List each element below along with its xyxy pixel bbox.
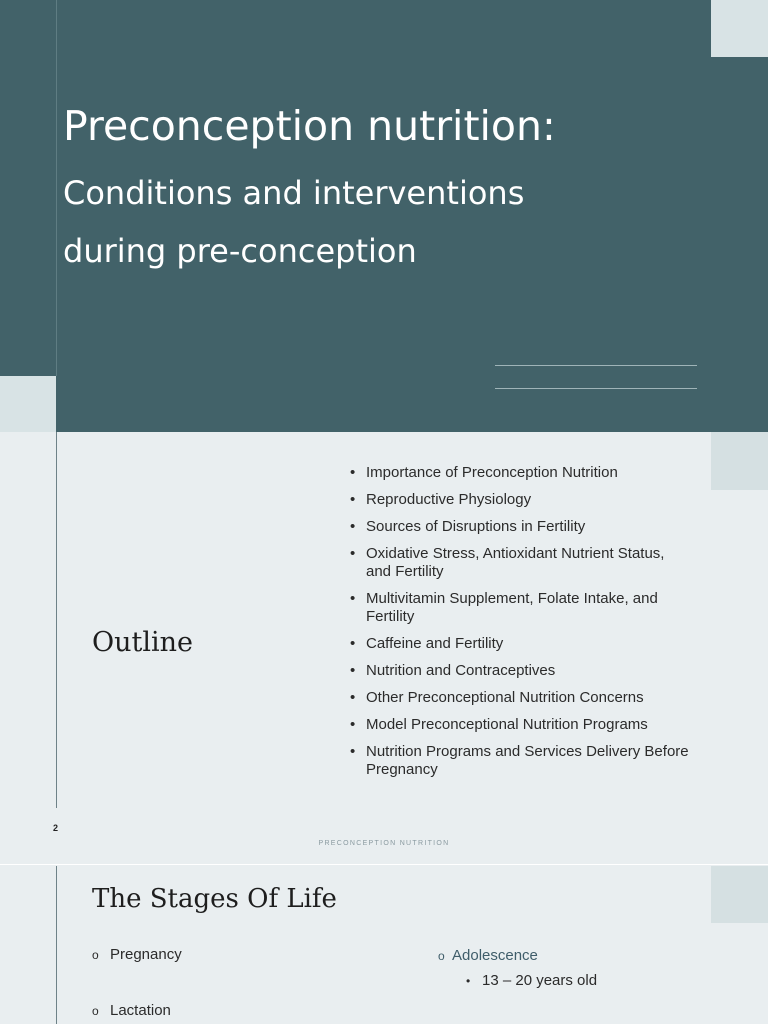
list-item: • Importance of Preconception Nutrition xyxy=(350,464,690,482)
outline-list xyxy=(350,464,690,788)
circle-bullet-icon: o xyxy=(438,949,445,963)
list-item: • Nutrition and Contraceptives xyxy=(350,662,690,680)
outline-heading: Outline xyxy=(92,627,194,658)
stage-label: Lactation xyxy=(110,1002,171,1019)
stage-item xyxy=(92,946,182,963)
vertical-divider xyxy=(56,0,57,376)
stages-heading: The Stages Of Life xyxy=(92,884,337,914)
stage-item xyxy=(438,947,538,964)
list-item: • Other Preconceptional Nutrition Concerns xyxy=(350,689,690,707)
slide-title: Preconception nutrition: xyxy=(63,102,556,150)
page-number: 2 xyxy=(53,823,59,833)
slide-subtitle xyxy=(63,164,623,280)
list-item: • Model Preconceptional Nutrition Programs xyxy=(350,716,690,734)
decorative-square-top-right xyxy=(711,0,768,57)
stage-label: Adolescence xyxy=(452,947,538,964)
dot-bullet-icon: • xyxy=(466,974,471,988)
decorative-rule xyxy=(495,388,697,389)
decorative-rule xyxy=(495,365,697,366)
list-item: • Oxidative Stress, Antioxidant Nutrient Status, and Fertility xyxy=(350,545,690,581)
stage-label: Pregnancy xyxy=(110,946,182,963)
subtitle-line-2: during pre-conception xyxy=(63,232,417,270)
decorative-square-top-right xyxy=(711,866,768,923)
stage-item xyxy=(92,1002,171,1019)
slide-footer: PRECONCEPTION NUTRITION xyxy=(318,840,450,847)
list-item: • Sources of Disruptions in Fertility xyxy=(350,518,690,536)
outline-slide xyxy=(0,432,768,865)
vertical-divider xyxy=(56,866,57,1024)
decorative-square-top-right xyxy=(711,432,768,490)
circle-bullet-icon: o xyxy=(92,1004,99,1018)
stages-slide xyxy=(0,866,768,1024)
title-slide xyxy=(0,0,768,432)
subtitle-line-1: Conditions and interventions xyxy=(63,174,525,212)
list-item: • Multivitamin Supplement, Folate Intake, and Fertility xyxy=(350,590,690,626)
circle-bullet-icon: o xyxy=(92,948,99,962)
list-item: • Nutrition Programs and Services Delivery Before Pregnancy xyxy=(350,743,690,779)
stage-detail: 13 – 20 years old xyxy=(482,972,598,989)
list-item: • Reproductive Physiology xyxy=(350,491,690,509)
decorative-square-bottom-left xyxy=(0,376,56,432)
stage-sub-item xyxy=(466,972,597,989)
vertical-divider xyxy=(56,432,57,808)
list-item: • Caffeine and Fertility xyxy=(350,635,690,653)
